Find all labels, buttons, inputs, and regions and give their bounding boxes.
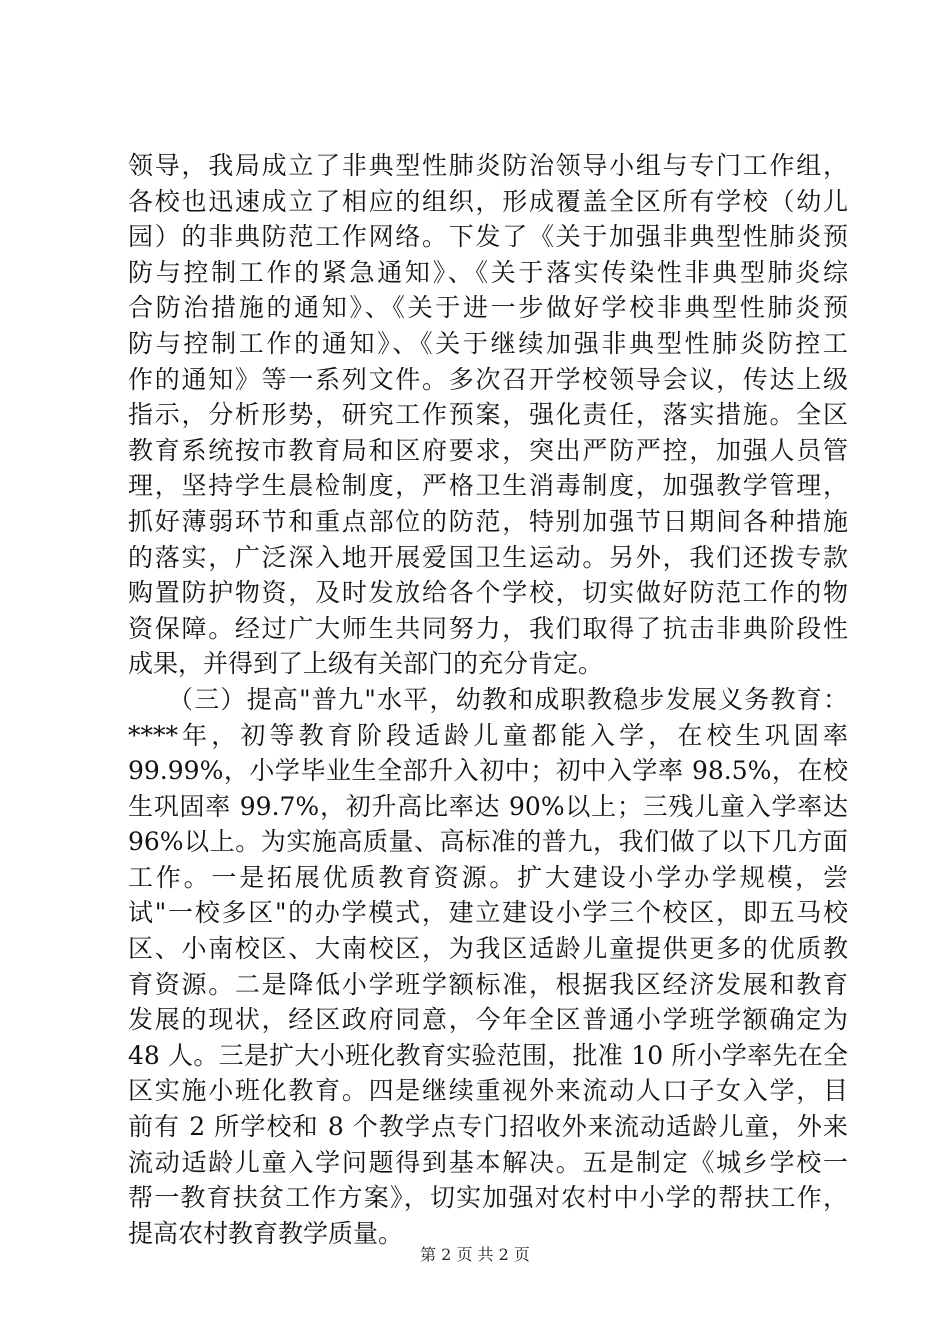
text-line: （三）提高"普九"水平，幼教和成职教稳步发展义务教育： [128, 684, 848, 714]
text-line: 96%以上。为实施高质量、高标准的普九，我们做了以下几方面 [128, 827, 848, 857]
text-line: 提高农村教育教学质量。 [128, 1218, 404, 1248]
text-line: 作的通知》等一系列文件。多次召开学校领导会议，传达上级 [128, 364, 848, 394]
text-line: 领导，我局成立了非典型性肺炎防治领导小组与专门工作组， [128, 151, 848, 180]
text-line: 生巩固率 99.7%，初升高比率达 90%以上；三残儿童入学率达 [128, 791, 848, 821]
text-line: 成果，并得到了上级有关部门的充分肯定。 [128, 649, 604, 679]
text-line: 资保障。经过广大师生共同努力，我们取得了抗击非典阶段性 [128, 613, 848, 643]
text-line: 99.99%，小学毕业生全部升入初中；初中入学率 98.5%，在校 [128, 756, 848, 786]
text-line: 防与控制工作的紧急通知》、《关于落实传染性非典型肺炎综 [128, 257, 848, 287]
body-text [128, 148, 848, 1251]
text-line: 教育系统按市教育局和区府要求，突出严防严控，加强人员管 [128, 435, 848, 465]
text-line: 购置防护物资，及时发放给各个学校，切实做好防范工作的物 [128, 578, 848, 608]
text-line: 理，坚持学生晨检制度，严格卫生消毒制度，加强教学管理， [128, 471, 848, 501]
text-line: 园）的非典防范工作网络。下发了《关于加强非典型性肺炎预 [128, 222, 848, 252]
text-line: 指示，分析形势，研究工作预案，强化责任，落实措施。全区 [128, 400, 848, 430]
page-footer: 第 2 页 共 2 页 [420, 1245, 530, 1264]
text-line: 流动适龄儿童入学问题得到基本解决。五是制定《城乡学校一 [128, 1147, 848, 1177]
text-line: 育资源。二是降低小学班学额标准，根据我区经济发展和教育 [128, 969, 848, 999]
text-line: 区、小南校区、大南校区，为我区适龄儿童提供更多的优质教 [128, 934, 848, 964]
text-line: 帮一教育扶贫工作方案》，切实加强对农村中小学的帮扶工作， [128, 1183, 848, 1213]
text-line: 的落实，广泛深入地开展爱国卫生运动。另外，我们还拨专款 [128, 542, 848, 572]
text-line: 防与控制工作的通知》、《关于继续加强非典型性肺炎防控工 [128, 328, 848, 358]
text-line: 前有 2 所学校和 8 个教学点专门招收外来流动适龄儿童，外来 [128, 1112, 848, 1142]
text-line: ****年，初等教育阶段适龄儿童都能入学，在校生巩固率 [128, 720, 848, 750]
text-line: 合防治措施的通知》、《关于进一步做好学校非典型性肺炎预 [128, 293, 848, 323]
text-line: 试"一校多区"的办学模式，建立建设小学三个校区，即五马校 [128, 898, 848, 928]
text-line: 各校也迅速成立了相应的组织，形成覆盖全区所有学校（幼儿 [128, 186, 848, 216]
text-line: 发展的现状，经区政府同意，今年全区普通小学班学额确定为 [128, 1005, 848, 1035]
text-line: 工作。一是拓展优质教育资源。扩大建设小学办学规模，尝 [128, 862, 848, 892]
text-line: 抓好薄弱环节和重点部位的防范，特别加强节日期间各种措施 [128, 506, 848, 536]
text-line: 区实施小班化教育。四是继续重视外来流动人口子女入学，目 [128, 1076, 848, 1106]
text-line: 48 人。三是扩大小班化教育实验范围，批准 10 所小学率先在全 [128, 1040, 848, 1070]
